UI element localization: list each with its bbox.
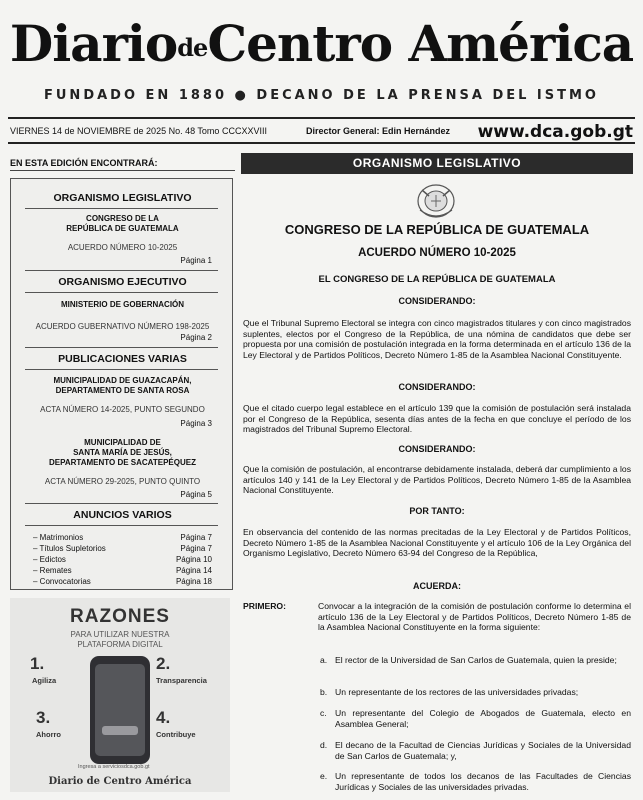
toc-page: Página 3 xyxy=(180,419,212,428)
ad-title: RAZONES xyxy=(70,606,170,627)
newspaper-title xyxy=(0,14,643,78)
item-letter: a. xyxy=(320,655,328,665)
divider xyxy=(25,525,218,526)
phone-screen xyxy=(95,664,145,756)
ad-footer[interactable]: Ingresa a serviciosdca.gob.gt xyxy=(78,764,150,770)
considerando-paragraph: Que la comisión de postulación, al encontrarse debidamente instalada, deberá dar cumplimiento a los artículos 140 y 141 de la Ley Electoral y de Partidos Políticos, Decreto Número 1-85 de la Asamblea Nacional Constituyente. xyxy=(243,464,631,496)
list-item[interactable]: – Matrimonios xyxy=(33,533,84,542)
toc-document[interactable]: ACUERDO NÚMERO 10-2025 xyxy=(67,243,178,252)
article-issuer: EL CONGRESO DE LA REPÚBLICA DE GUATEMALA xyxy=(318,274,556,285)
list-item[interactable]: – Títulos Supletorios xyxy=(33,544,106,553)
divider xyxy=(8,117,635,119)
article-number: ACUERDO NÚMERO 10-2025 xyxy=(358,247,516,259)
list-item: Un representante del Colegio de Abogados de Guatemala, electo en Asamblea General; xyxy=(335,708,631,729)
list-item[interactable]: – Remates xyxy=(33,566,72,575)
considerando-heading: CONSIDERANDO: xyxy=(398,296,476,306)
list-item[interactable]: – Edictos xyxy=(33,555,66,564)
toc-section-title: ORGANISMO EJECUTIVO xyxy=(58,276,187,288)
toc-section-title: ANUNCIOS VARIOS xyxy=(73,509,172,521)
toc-page: Página 7 xyxy=(180,533,212,542)
coat-of-arms-icon xyxy=(414,180,458,220)
acuerda-heading: ACUERDA: xyxy=(413,581,461,591)
considerando-paragraph: Que el Tribunal Supremo Electoral se integra con cinco magistrados titulares y con cinco magistrados suplentes, electos por el Congreso de la República, de una nómina de candidatos que debe ser propuesta por una comisión de postulación integrada en la forma determinada en el artículo 136 de la Ley Electoral y de Partidos Políticos, Decreto Número 1-85 de la Asamblea Nacional Constituyente. xyxy=(243,318,631,360)
toc-entity: MUNICIPALIDAD DE SANTA MARÍA DE JESÚS, DEPARTAMENTO DE SACATEPÉQUEZ xyxy=(49,438,196,467)
list-item: Un representante de los rectores de las universidades privadas; xyxy=(335,687,579,697)
reason-label: Ahorro xyxy=(36,730,61,739)
item-letter: c. xyxy=(320,708,327,718)
article-institution: CONGRESO DE LA REPÚBLICA DE GUATEMALA xyxy=(284,222,590,237)
list-item: Un representante de todos los decanos de las Facultades de Ciencias Jurídicas y Sociales de las universidades privadas. xyxy=(335,771,631,792)
phone-button xyxy=(102,726,138,735)
divider xyxy=(25,369,218,370)
list-item: El rector de la Universidad de San Carlos de Guatemala, quien la preside; xyxy=(335,655,617,665)
issue-date: VIERNES 14 de NOVIEMBRE de 2025 No. 48 Tomo CCCXXVIII xyxy=(10,126,267,136)
reason-number: 2. xyxy=(156,654,171,673)
toc-page: Página 5 xyxy=(180,490,212,499)
primero-paragraph: Convocar a la integración de la comisión de postulación conforme lo determina el artículo 136 de la Ley Electoral y de Partidos Políticos, Decreto Número 1-85 de la Asamblea Nacional Constituyente en la forma siguiente: xyxy=(318,601,631,633)
toc-entity: MUNICIPALIDAD DE GUAZACAPÁN, DEPARTAMENTO DE SANTA ROSA xyxy=(53,376,192,395)
title-part-b: Centro América xyxy=(207,14,634,73)
item-letter: d. xyxy=(320,740,328,750)
website-link[interactable]: www.dca.gob.gt xyxy=(477,122,633,142)
toc-page: Página 14 xyxy=(175,566,212,575)
reason-number: 4. xyxy=(156,708,171,727)
list-item[interactable]: – Convocatorias xyxy=(33,577,91,586)
toc-entity: CONGRESO DE LA REPÚBLICA DE GUATEMALA xyxy=(66,214,179,233)
divider xyxy=(10,170,235,171)
masthead xyxy=(0,0,643,118)
director: Director General: Edin Hernández xyxy=(306,126,451,136)
toc-page: Página 1 xyxy=(180,256,212,265)
title-part-a: Diario xyxy=(9,14,178,73)
toc-page: Página 10 xyxy=(175,555,212,564)
toc-document[interactable]: ACTA NÚMERO 29-2025, PUNTO QUINTO xyxy=(44,477,201,486)
por-tanto-heading: POR TANTO: xyxy=(409,506,465,516)
toc-heading: EN ESTA EDICIÓN ENCONTRARÁ: xyxy=(10,158,158,168)
toc-page: Página 7 xyxy=(180,544,212,553)
masthead-subtitle: FUNDADO EN 1880 ● DECANO DE LA PRENSA DEL ISTMO xyxy=(44,88,599,103)
section-banner: ORGANISMO LEGISLATIVO xyxy=(241,153,633,174)
toc-page: Página 2 xyxy=(180,333,212,342)
dateline xyxy=(10,123,633,141)
toc-page: Página 18 xyxy=(175,577,212,586)
toc-document[interactable]: ACUERDO GUBERNATIVO NÚMERO 198-2025 xyxy=(35,322,210,331)
reason-label: Agiliza xyxy=(32,676,57,685)
divider xyxy=(25,208,218,209)
item-letter: e. xyxy=(320,771,328,781)
divider xyxy=(25,503,218,504)
toc-entity: MINISTERIO DE GOBERNACIÓN xyxy=(60,300,185,309)
reason-label: Contribuye xyxy=(156,730,196,739)
reason-label: Transparencia xyxy=(156,676,207,685)
item-letter: b. xyxy=(320,687,328,697)
divider xyxy=(8,142,635,144)
divider xyxy=(25,270,218,271)
ad-subtitle: PARA UTILIZAR NUESTRA PLATAFORMA DIGITAL xyxy=(70,630,170,649)
phone-illustration xyxy=(90,656,150,764)
ad-logo: Diario de Centro América xyxy=(48,776,192,787)
divider xyxy=(25,292,218,293)
table-of-contents xyxy=(10,178,233,590)
considerando-heading: CONSIDERANDO: xyxy=(398,444,476,454)
title-de: de xyxy=(177,33,208,62)
por-tanto-paragraph: En observancia del contenido de las normas precitadas de la Ley Electoral y de Partidos Políticos, Decreto Número 1-85 de la Asamblea Nacional Constituyente y el artículo 106 de la Ley Orgánica del Organismo Legislativo, Decreto Número 63-94 del Congreso de la República, xyxy=(243,527,631,559)
toc-document[interactable]: ACTA NÚMERO 14-2025, PUNTO SEGUNDO xyxy=(40,405,205,414)
digital-platform-ad[interactable] xyxy=(10,598,230,792)
considerando-heading: CONSIDERANDO: xyxy=(398,382,476,392)
divider xyxy=(25,347,218,348)
toc-section-title: ORGANISMO LEGISLATIVO xyxy=(53,192,192,204)
list-item: El decano de la Facultad de Ciencias Jurídicas y Sociales de la Universidad de San Carlos de Guatemala; y, xyxy=(335,740,631,761)
primero-label: PRIMERO: xyxy=(243,601,286,611)
reason-number: 3. xyxy=(36,708,51,727)
reason-number: 1. xyxy=(30,654,45,673)
considerando-paragraph: Que el citado cuerpo legal establece en el artículo 139 que la comisión de postulación será instalada por el Congreso de la República, sesenta días antes de la fecha en que concluye el período de los magistrados del Tribunal Supremo Electoral. xyxy=(243,403,631,435)
toc-section-title: PUBLICACIONES VARIAS xyxy=(58,353,187,365)
